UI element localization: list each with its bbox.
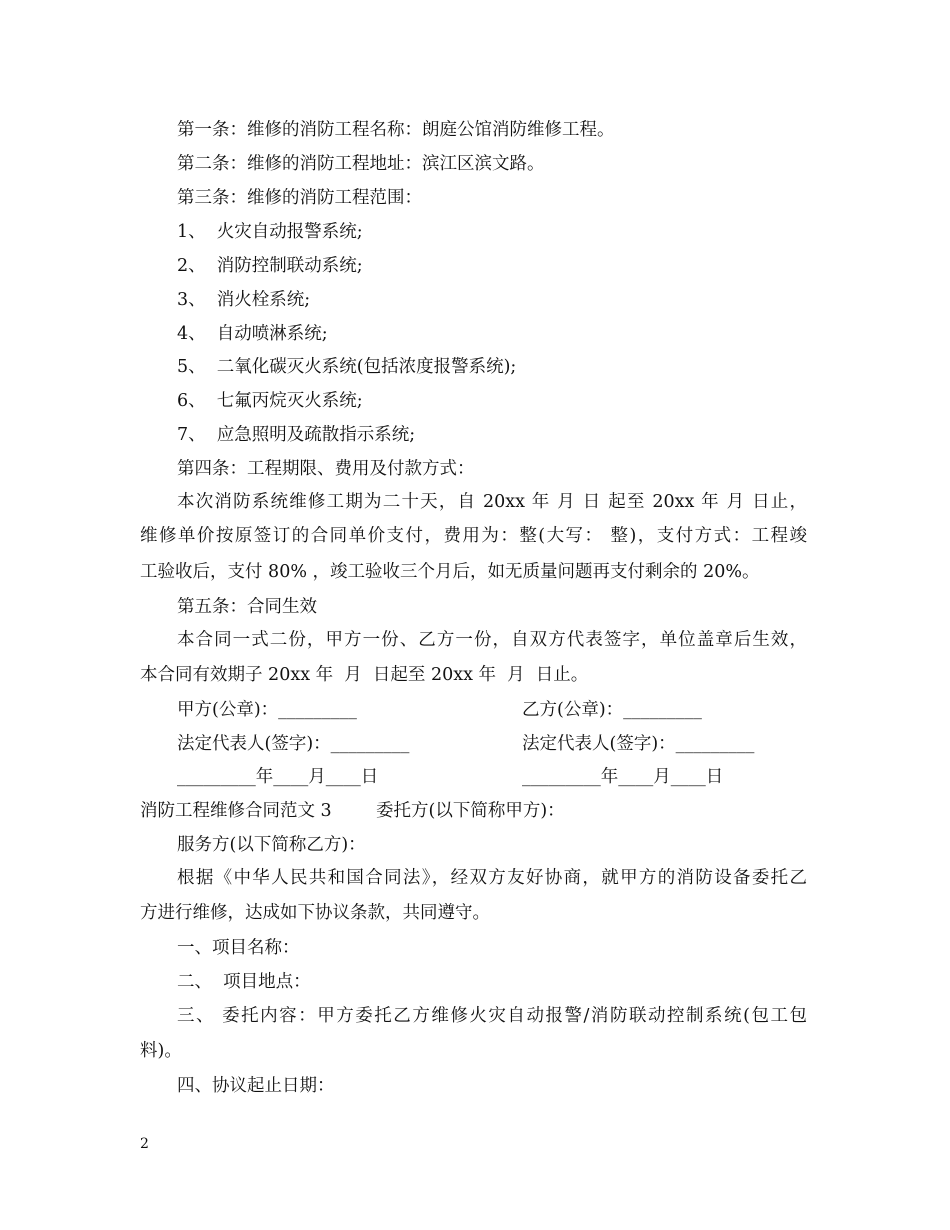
list-item: 1、 火灾自动报警系统; [177, 222, 363, 242]
client-party: 委托方(以下简称甲方)： [376, 801, 565, 821]
party-b-date: _________年____月____日 [522, 767, 724, 787]
list-item: 5、 二氧化碳灭火系统(包括浓度报警系统); [177, 357, 517, 377]
party-b-representative: 法定代表人(签字)：_________ [522, 734, 755, 754]
article-3: 第三条：维修的消防工程范围： [177, 188, 422, 208]
paragraph-line: 本合同一式二份，甲方一份、乙方一份，自双方代表签字，单位盖章后生效， [177, 630, 807, 650]
party-a-representative: 法定代表人(签字)：_________ [177, 734, 410, 754]
section-4: 四、协议起止日期： [177, 1076, 335, 1096]
paragraph-line: 维修单价按原签订的合同单价支付，费用为：整(大写： 整)，支付方式：工程竣 [140, 526, 807, 546]
paragraph-line: 本次消防系统维修工期为二十天，自 20xx 年 月 日 起至 20xx 年 月 日止， [177, 492, 807, 512]
list-item: 6、 七氟丙烷灭火系统; [177, 391, 363, 411]
paragraph-line: 方进行维修，达成如下协议条款，共同遵守。 [140, 903, 490, 923]
article-2: 第二条：维修的消防工程地址：滨江区滨文路。 [177, 154, 545, 174]
article-5: 第五条：合同生效 [177, 597, 317, 617]
paragraph-line: 根据《中华人民共和国合同法》，经双方友好协商，就甲方的消防设备委托乙 [177, 868, 807, 888]
section-2: 二、 项目地点： [177, 972, 311, 992]
paragraph-line: 工验收后，支付 80% ，竣工验收三个月后，如无质量问题再支付剩余的 20%。 [140, 562, 760, 582]
section-3: 三、 委托内容：甲方委托乙方维修火灾自动报警/消防联动控制系统(包工包 [177, 1006, 807, 1026]
party-a-date: _________年____月____日 [177, 767, 379, 787]
list-item: 7、 应急照明及疏散指示系统; [177, 425, 416, 445]
party-a-seal: 甲方(公章)：_________ [177, 700, 357, 720]
list-item: 4、 自动喷淋系统; [177, 324, 328, 344]
list-item: 2、 消防控制联动系统; [177, 256, 363, 276]
article-1: 第一条：维修的消防工程名称：朗庭公馆消防维修工程。 [177, 120, 615, 140]
party-b-seal: 乙方(公章)：_________ [522, 700, 702, 720]
list-item: 3、 消火栓系统; [177, 290, 311, 310]
sample-title: 消防工程维修合同范文 3 [140, 801, 332, 821]
section-3-continued: 料)。 [140, 1041, 182, 1061]
paragraph-line: 本合同有效期子 20xx 年 月 日起至 20xx 年 月 日止。 [140, 665, 589, 685]
provider-party: 服务方(以下简称乙方)： [177, 835, 366, 855]
page-number: 2 [140, 1136, 149, 1152]
section-1: 一、项目名称： [177, 938, 300, 958]
article-4: 第四条：工程期限、费用及付款方式： [177, 459, 475, 479]
